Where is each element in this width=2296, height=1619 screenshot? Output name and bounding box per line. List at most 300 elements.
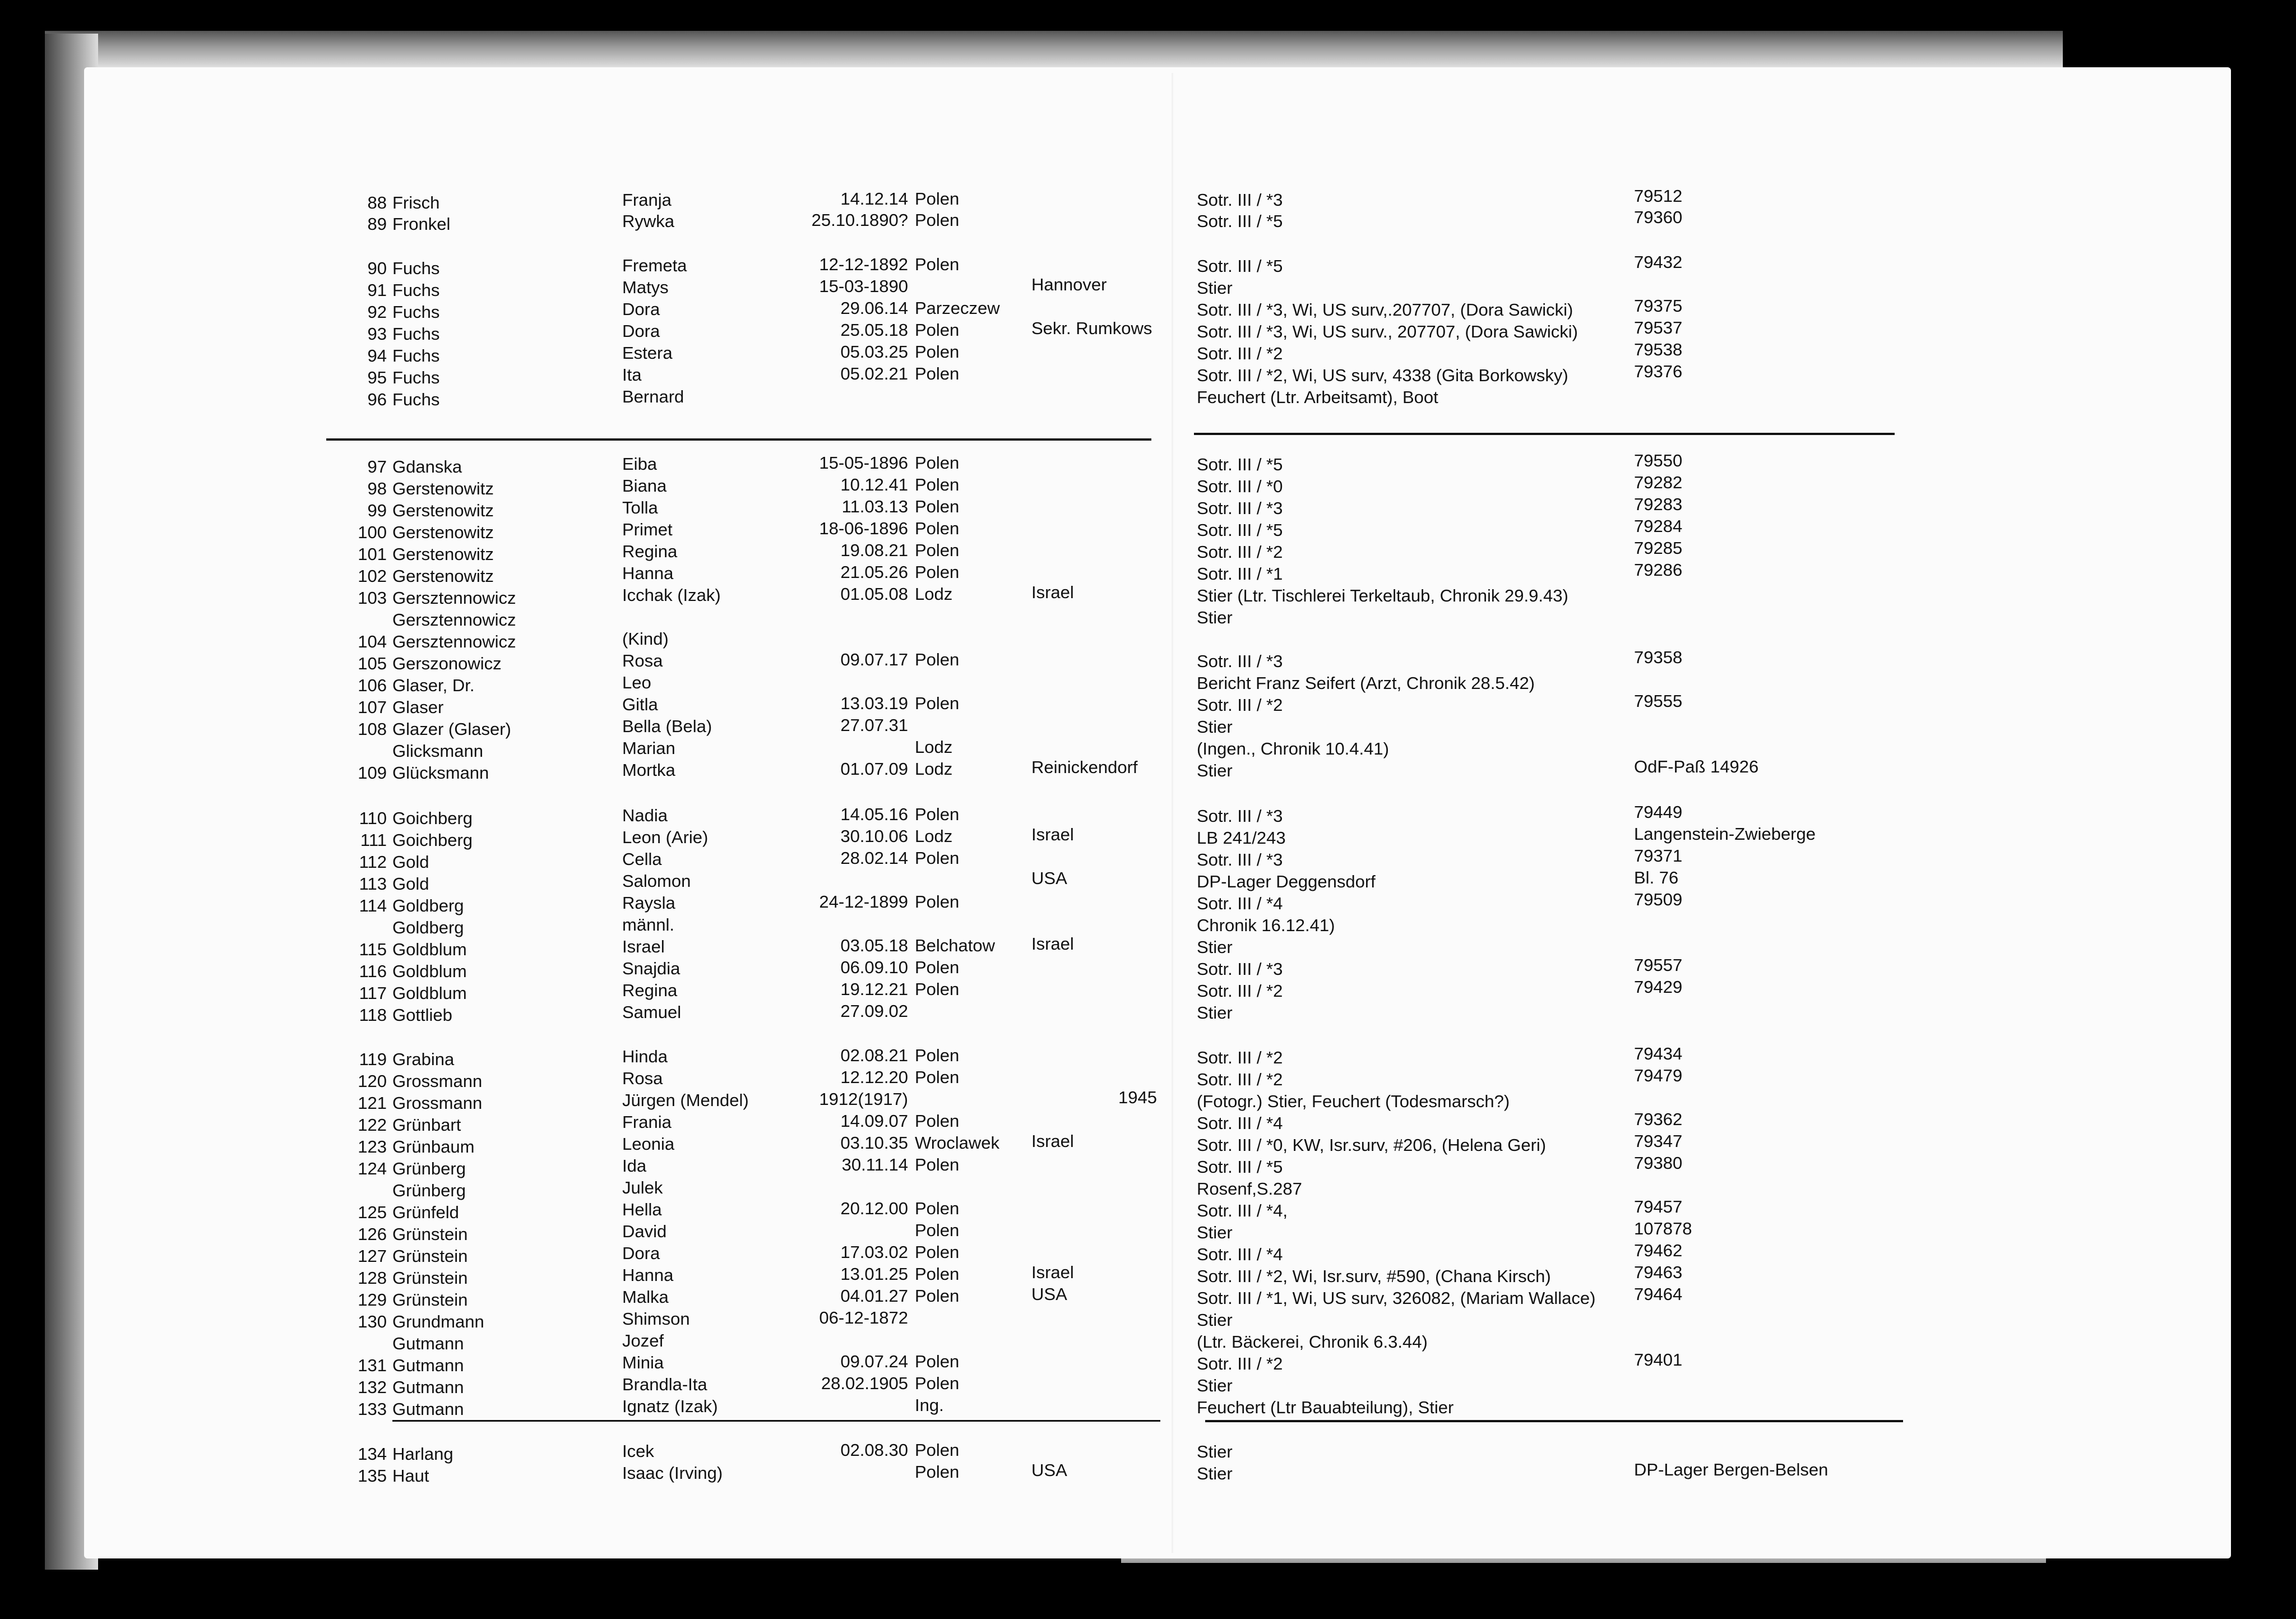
entry-birth-date: 27.09.02 — [840, 1001, 908, 1021]
entry-birth-place: Polen — [915, 1199, 960, 1218]
entry-note: Stier — [1197, 761, 1233, 780]
entry-note: Sotr. III / *2 — [1197, 542, 1283, 562]
entry-surname: Gold — [392, 874, 429, 894]
entry-given-name: Leonia — [622, 1134, 675, 1154]
entry-note: Sotr. III / *4, — [1197, 1201, 1288, 1220]
entry-birth-place: Polen — [915, 364, 960, 383]
entry-note: Stier — [1197, 1376, 1233, 1395]
entry-note: Sotr. III / *2 — [1197, 344, 1283, 363]
entry-destination: USA — [1031, 868, 1067, 888]
entry-surname: Grossmann — [392, 1071, 483, 1091]
entry-note: Feuchert (Ltr Bauabteilung), Stier — [1197, 1398, 1454, 1417]
entry-note: Stier — [1197, 608, 1233, 627]
entry-reference: 79449 — [1634, 802, 1683, 822]
entry-given-name: Hanna — [622, 1265, 674, 1285]
entry-number: 129 — [358, 1290, 387, 1310]
entry-birth-date: 14.12.14 — [840, 189, 908, 209]
entry-birth-date: 30.10.06 — [840, 826, 908, 846]
entry-note: Stier — [1197, 278, 1233, 298]
entry-note: Bericht Franz Seifert (Arzt, Chronik 28.5.42) — [1197, 673, 1535, 693]
entry-surname: Gerszonowicz — [392, 654, 502, 673]
entry-given-name: Marian — [622, 738, 675, 758]
entry-number: 130 — [358, 1312, 387, 1331]
entry-reference: 79283 — [1634, 494, 1683, 514]
entry-number: 102 — [358, 566, 387, 586]
entry-birth-date: 09.07.24 — [840, 1352, 908, 1371]
entry-note: Stier — [1197, 1442, 1233, 1461]
entry-birth-place: Polen — [915, 1373, 960, 1393]
entry-note: Stier — [1197, 1223, 1233, 1242]
entry-destination: Israel — [1031, 1131, 1074, 1151]
entry-given-name: Minia — [622, 1353, 664, 1372]
entry-number: 115 — [359, 940, 387, 959]
entry-destination: USA — [1031, 1284, 1067, 1304]
entry-given-name: Regina — [622, 542, 678, 561]
entry-reference: 79375 — [1634, 296, 1683, 316]
entry-given-name: Nadia — [622, 806, 668, 825]
entry-birth-date: 02.08.21 — [840, 1046, 908, 1065]
entry-birth-place: Polen — [915, 1220, 960, 1240]
entry-note: Sotr. III / *5 — [1197, 455, 1283, 474]
entry-surname: Gutmann — [392, 1377, 464, 1397]
entry-number: 97 — [367, 457, 387, 477]
entry-surname: Goldberg — [392, 896, 464, 915]
entry-surname: Grossmann — [392, 1093, 483, 1113]
entry-destination: Israel — [1031, 582, 1074, 602]
entry-reference: 79463 — [1634, 1262, 1683, 1282]
entry-given-name: Dora — [622, 321, 660, 341]
entry-number: 94 — [367, 346, 387, 366]
entry-birth-place: Polen — [915, 475, 960, 494]
entry-birth-date: 10.12.41 — [840, 475, 908, 494]
entry-note: Sotr. III / *4 — [1197, 1245, 1283, 1264]
entry-birth-place: Polen — [915, 540, 960, 560]
entry-note: Sotr. III / *5 — [1197, 256, 1283, 276]
entry-number: 111 — [360, 830, 387, 850]
entry-given-name: (Kind) — [622, 629, 669, 649]
entry-birth-place: Lodz — [915, 737, 953, 757]
entry-given-name: Matys — [622, 277, 669, 297]
entry-birth-date: 28.02.14 — [840, 848, 908, 868]
entry-birth-date: 18-06-1896 — [819, 519, 908, 538]
entry-given-name: Hella — [622, 1200, 662, 1219]
entry-number: 93 — [367, 324, 387, 344]
entry-birth-date: 06-12-1872 — [819, 1308, 908, 1327]
entry-note: Sotr. III / *1, Wi, US surv, 326082, (Mariam Wallace) — [1197, 1288, 1596, 1308]
entry-birth-place: Polen — [915, 1352, 960, 1371]
entry-birth-date: 11.03.13 — [841, 497, 908, 516]
entry-number: 119 — [359, 1049, 387, 1069]
entry-surname: Gutmann — [392, 1356, 464, 1375]
entry-given-name: Salomon — [622, 871, 691, 891]
entry-number: 122 — [358, 1115, 387, 1135]
entry-destination: 1945 — [1118, 1088, 1157, 1107]
entry-given-name: Hanna — [622, 563, 674, 583]
entry-surname: Goldblum — [392, 961, 467, 981]
entry-note: Sotr. III / *3, Wi, US surv., 207707, (Dora Sawicki) — [1197, 322, 1578, 341]
entry-reference: 79401 — [1634, 1350, 1683, 1370]
entry-number: 99 — [367, 501, 387, 520]
entry-surname: Gersztennowicz — [392, 588, 516, 608]
entry-note: Stier — [1197, 1464, 1233, 1483]
entry-destination: Hannover — [1031, 275, 1107, 294]
entry-given-name: Ita — [622, 365, 642, 385]
entry-birth-place: Belchatow — [915, 936, 996, 955]
entry-number: 112 — [359, 852, 387, 872]
entry-birth-place: Polen — [915, 693, 960, 713]
entry-note: DP-Lager Deggensdorf — [1197, 872, 1376, 891]
entry-birth-place: Polen — [915, 562, 960, 582]
entry-reference: 79464 — [1634, 1284, 1683, 1304]
entry-reference: 79286 — [1634, 560, 1683, 580]
entry-birth-date: 15-05-1896 — [819, 453, 908, 473]
entry-number: 124 — [358, 1159, 387, 1178]
entry-surname: Glazer (Glaser) — [392, 719, 511, 739]
entry-note: Sotr. III / *3, Wi, US surv,.207707, (Dora Sawicki) — [1197, 300, 1573, 320]
entry-number: 96 — [367, 390, 387, 409]
entry-birth-date: 15-03-1890 — [819, 276, 908, 296]
entry-birth-date: 25.10.1890? — [811, 210, 908, 230]
entry-surname: Fuchs — [392, 324, 440, 344]
entry-note: Sotr. III / *2 — [1197, 1354, 1283, 1373]
entry-given-name: Ida — [622, 1156, 647, 1176]
entry-surname: Harlang — [392, 1444, 453, 1464]
entry-given-name: Rosa — [622, 1068, 663, 1088]
entry-birth-date: 19.12.21 — [840, 979, 908, 999]
entry-birth-date: 17.03.02 — [840, 1242, 908, 1262]
entry-birth-place: Polen — [915, 320, 960, 340]
entry-number: 103 — [358, 588, 387, 608]
entry-given-name: Jürgen (Mendel) — [622, 1090, 749, 1110]
entry-note: (Ingen., Chronik 10.4.41) — [1197, 739, 1389, 758]
entry-destination: Reinickendorf — [1031, 757, 1138, 777]
entry-given-name: Eiba — [622, 454, 658, 474]
entry-birth-place: Polen — [915, 342, 960, 362]
entry-note: Sotr. III / *3 — [1197, 190, 1283, 210]
entry-given-name: Hinda — [622, 1047, 668, 1066]
entry-birth-place: Polen — [915, 453, 960, 473]
entry-number: 92 — [367, 302, 387, 322]
entry-birth-place: Polen — [915, 519, 960, 538]
entry-given-name: Icchak (Izak) — [622, 585, 721, 605]
entry-surname: Gold — [392, 852, 429, 872]
entry-note: Chronik 16.12.41) — [1197, 915, 1335, 935]
entry-note: Sotr. III / *4 — [1197, 1113, 1283, 1133]
entry-reference: 79429 — [1634, 977, 1683, 997]
entry-birth-date: 03.05.18 — [840, 936, 908, 955]
entry-number: 131 — [358, 1356, 387, 1375]
entry-given-name: Rywka — [622, 211, 675, 231]
entry-given-name: Jozef — [622, 1331, 664, 1350]
entry-surname: Gerstenowitz — [392, 501, 494, 520]
entry-birth-date: 05.03.25 — [840, 342, 908, 362]
entry-destination: USA — [1031, 1460, 1067, 1480]
entry-reference: 79371 — [1634, 846, 1683, 866]
entry-surname: Gersztennowicz — [392, 632, 516, 651]
entry-given-name: Bernard — [622, 387, 684, 406]
entry-number: 128 — [358, 1268, 387, 1288]
entry-birth-date: 09.07.17 — [840, 650, 908, 669]
entry-surname: Grünstein — [392, 1224, 468, 1244]
entry-birth-place: Lodz — [915, 584, 953, 604]
entry-birth-date: 12.12.20 — [840, 1067, 908, 1087]
entry-birth-place: Polen — [915, 892, 960, 912]
entry-number: 135 — [358, 1466, 387, 1486]
entry-note: Sotr. III / *2 — [1197, 981, 1283, 1001]
entry-birth-date: 21.05.26 — [840, 562, 908, 582]
entry-surname: Fuchs — [392, 368, 440, 387]
entry-number: 110 — [359, 808, 387, 828]
entry-reference: 79557 — [1634, 955, 1683, 975]
entry-reference: 79555 — [1634, 691, 1683, 711]
entry-note: Stier — [1197, 717, 1233, 737]
entry-note: Stier — [1197, 937, 1233, 957]
entry-note: Sotr. III / *2 — [1197, 1070, 1283, 1089]
entry-number: 106 — [358, 676, 387, 695]
entry-surname: Grünstein — [392, 1246, 468, 1266]
entry-number: 134 — [358, 1444, 387, 1464]
entry-given-name: männl. — [622, 915, 675, 935]
entry-surname: Goldberg — [392, 918, 464, 937]
entry-surname: Frisch — [392, 193, 440, 212]
entry-note: Sotr. III / *3 — [1197, 806, 1283, 826]
entry-given-name: Snajdia — [622, 959, 681, 978]
entry-number: 89 — [367, 214, 387, 234]
entry-birth-place: Polen — [915, 255, 960, 274]
entry-given-name: Fremeta — [622, 256, 687, 275]
entry-birth-date: 14.05.16 — [840, 804, 908, 824]
entry-number: 123 — [358, 1137, 387, 1157]
entry-birth-date: 12-12-1892 — [819, 255, 908, 274]
entry-number: 126 — [358, 1224, 387, 1244]
entry-surname: Glaser — [392, 697, 444, 717]
entry-reference: 79479 — [1634, 1066, 1683, 1085]
entry-birth-date: 25.05.18 — [840, 320, 908, 340]
entry-reference: 79362 — [1634, 1109, 1683, 1129]
entry-surname: Grünbart — [392, 1115, 461, 1135]
entry-birth-date: 24-12-1899 — [819, 892, 908, 912]
entry-number: 116 — [359, 961, 387, 981]
entry-given-name: Dora — [622, 1243, 660, 1263]
entry-surname: Gottlieb — [392, 1005, 452, 1025]
entry-note: (Ltr. Bäckerei, Chronik 6.3.44) — [1197, 1332, 1428, 1352]
entry-note: Sotr. III / *5 — [1197, 1157, 1283, 1177]
entry-surname: Gdanska — [392, 457, 462, 477]
entry-destination: Israel — [1031, 825, 1074, 844]
entry-number: 91 — [367, 280, 387, 300]
entry-reference: 79358 — [1634, 647, 1683, 667]
entry-given-name: Regina — [622, 980, 678, 1000]
entry-given-name: Israel — [622, 937, 665, 956]
entry-birth-place: Polen — [915, 1286, 960, 1306]
entry-number: 120 — [358, 1071, 387, 1091]
entry-surname: Gerstenowitz — [392, 566, 494, 586]
entry-number: 101 — [358, 544, 387, 564]
entry-reference: 79537 — [1634, 318, 1683, 337]
entry-birth-date: 19.08.21 — [840, 540, 908, 560]
entry-reference: DP-Lager Bergen-Belsen — [1634, 1460, 1829, 1479]
entry-birth-date: 14.09.07 — [840, 1111, 908, 1131]
entry-number: 88 — [367, 193, 387, 212]
entry-reference: Langenstein-Zwieberge — [1634, 824, 1816, 844]
entry-reference: 79347 — [1634, 1131, 1683, 1151]
entry-note: Sotr. III / *2 — [1197, 1048, 1283, 1067]
entry-birth-place: Lodz — [915, 826, 953, 846]
entry-given-name: Samuel — [622, 1002, 682, 1022]
entry-birth-place: Polen — [915, 1264, 960, 1284]
entry-surname: Grabina — [392, 1049, 455, 1069]
entry-birth-place: Ing. — [915, 1395, 944, 1415]
entry-number: 98 — [367, 479, 387, 498]
entry-birth-place: Polen — [915, 1440, 960, 1460]
entry-birth-date: 02.08.30 — [840, 1440, 908, 1460]
entry-birth-place: Polen — [915, 957, 960, 977]
entry-given-name: Isaac (Irving) — [622, 1463, 723, 1483]
entry-birth-place: Lodz — [915, 759, 953, 779]
entry-given-name: Biana — [622, 476, 667, 496]
entry-note: Sotr. III / *3 — [1197, 651, 1283, 671]
entry-note: Sotr. III / *5 — [1197, 211, 1283, 231]
entry-number: 127 — [358, 1246, 387, 1266]
entry-surname: Fronkel — [392, 214, 451, 234]
entry-given-name: Ignatz (Izak) — [622, 1396, 718, 1416]
entry-birth-place: Polen — [915, 1155, 960, 1174]
entry-given-name: Estera — [622, 343, 673, 363]
entry-surname: Goichberg — [392, 830, 473, 850]
entry-reference: 79282 — [1634, 473, 1683, 492]
entry-note: Sotr. III / *1 — [1197, 564, 1283, 584]
entry-given-name: Bella (Bela) — [622, 716, 712, 736]
entry-reference: 79457 — [1634, 1197, 1683, 1216]
entry-birth-place: Polen — [915, 1067, 960, 1087]
entry-given-name: Frania — [622, 1112, 672, 1132]
entry-number: 105 — [358, 654, 387, 673]
entry-reference: 79434 — [1634, 1044, 1683, 1063]
entry-given-name: Raysla — [622, 893, 675, 913]
entry-surname: Grünberg — [392, 1159, 466, 1178]
entry-birth-place: Polen — [915, 804, 960, 824]
entry-given-name: Dora — [622, 299, 660, 319]
entry-reference: 79380 — [1634, 1153, 1683, 1173]
entry-number: 108 — [358, 719, 387, 739]
entry-number: 90 — [367, 258, 387, 278]
entry-note: Sotr. III / *2, Wi, US surv, 4338 (Gita Borkowsky) — [1197, 366, 1568, 385]
entry-birth-date: 13.03.19 — [840, 693, 908, 713]
entry-surname: Haut — [392, 1466, 429, 1486]
entry-birth-place: Polen — [915, 1046, 960, 1065]
entry-surname: Goldblum — [392, 983, 467, 1003]
entry-birth-date: 1912(1917) — [819, 1089, 908, 1109]
entry-destination: Sekr. Rumkows — [1031, 318, 1152, 338]
entry-note: Stier — [1197, 1310, 1233, 1330]
entry-given-name: Tolla — [622, 498, 658, 517]
entry-reference: 107878 — [1634, 1219, 1692, 1238]
entry-surname: Gerstenowitz — [392, 479, 494, 498]
entry-number: 109 — [358, 763, 387, 783]
entry-birth-date: 20.12.00 — [840, 1199, 908, 1218]
entry-destination: Israel — [1031, 1262, 1074, 1282]
entry-given-name: Mortka — [622, 760, 675, 780]
entry-birth-date: 29.06.14 — [840, 298, 908, 318]
entry-reference: 79376 — [1634, 362, 1683, 381]
entry-surname: Fuchs — [392, 346, 440, 366]
entry-surname: Goichberg — [392, 808, 473, 828]
entry-birth-place: Polen — [915, 1111, 960, 1131]
entry-number: 133 — [358, 1399, 387, 1419]
entry-birth-date: 30.11.14 — [841, 1155, 908, 1174]
entry-birth-date: 13.01.25 — [840, 1264, 908, 1284]
entry-surname: Gerstenowitz — [392, 544, 494, 564]
entry-birth-place: Polen — [915, 650, 960, 669]
entry-surname: Gersztennowicz — [392, 610, 516, 630]
entry-birth-date: 03.10.35 — [840, 1133, 908, 1153]
entry-number: 113 — [359, 874, 387, 894]
entry-given-name: Julek — [622, 1178, 663, 1197]
entry-surname: Glücksmann — [392, 763, 489, 783]
entry-note: Stier (Ltr. Tischlerei Terkeltaub, Chronik 29.9.43) — [1197, 586, 1568, 605]
entry-birth-place: Polen — [915, 189, 960, 209]
entry-note: Rosenf,S.287 — [1197, 1179, 1302, 1199]
entry-reference: 79462 — [1634, 1241, 1683, 1260]
entry-number: 104 — [358, 632, 387, 651]
entry-destination: Israel — [1031, 934, 1074, 954]
entry-birth-place: Polen — [915, 848, 960, 868]
entry-birth-place: Polen — [915, 979, 960, 999]
entry-number: 107 — [358, 697, 387, 717]
entry-surname: Glaser, Dr. — [392, 676, 475, 695]
entry-birth-place: Parzeczew — [915, 298, 1000, 318]
entry-birth-date: 28.02.1905 — [821, 1373, 908, 1393]
entry-reference: 79538 — [1634, 340, 1683, 359]
entry-number: 118 — [359, 1005, 387, 1025]
entry-surname: Grünstein — [392, 1268, 468, 1288]
entry-given-name: Icek — [622, 1441, 654, 1461]
entry-surname: Gutmann — [392, 1334, 464, 1353]
entry-note: (Fotogr.) Stier, Feuchert (Todesmarsch?) — [1197, 1091, 1510, 1111]
entry-note: Sotr. III / *3 — [1197, 850, 1283, 869]
entry-surname: Grundmann — [392, 1312, 484, 1331]
entry-note: Sotr. III / *3 — [1197, 959, 1283, 979]
entry-birth-date: 27.07.31 — [840, 715, 908, 735]
entry-note: Sotr. III / *0, KW, Isr.surv, #206, (Helena Geri) — [1197, 1135, 1547, 1155]
entry-given-name: Leo — [622, 673, 651, 692]
entry-number: 117 — [359, 983, 387, 1003]
entry-given-name: Brandla-Ita — [622, 1375, 707, 1394]
entry-reference: 79284 — [1634, 516, 1683, 536]
entry-reference: 79360 — [1634, 207, 1683, 227]
entry-birth-place: Wroclawek — [915, 1133, 1000, 1153]
entry-number: 95 — [367, 368, 387, 387]
entry-note: Sotr. III / *5 — [1197, 520, 1283, 540]
entry-surname: Grünberg — [392, 1181, 466, 1200]
entry-birth-date: 01.07.09 — [840, 759, 908, 779]
entry-surname: Glicksmann — [392, 741, 483, 761]
entry-surname: Goldblum — [392, 940, 467, 959]
entry-birth-date: 05.02.21 — [840, 364, 908, 383]
entry-note: Sotr. III / *3 — [1197, 498, 1283, 518]
entry-surname: Fuchs — [392, 280, 440, 300]
entry-given-name: Leon (Arie) — [622, 827, 709, 847]
entry-surname: Gerstenowitz — [392, 522, 494, 542]
entry-birth-date: 06.09.10 — [840, 957, 908, 977]
entry-number: 132 — [358, 1377, 387, 1397]
entry-note: Sotr. III / *2, Wi, Isr.surv, #590, (Chana Kirsch) — [1197, 1266, 1551, 1286]
entry-note: Sotr. III / *4 — [1197, 894, 1283, 913]
entry-given-name: Rosa — [622, 651, 663, 670]
entry-reference: 79550 — [1634, 451, 1683, 470]
entry-note: Sotr. III / *0 — [1197, 477, 1283, 496]
entry-given-name: Malka — [622, 1287, 669, 1307]
